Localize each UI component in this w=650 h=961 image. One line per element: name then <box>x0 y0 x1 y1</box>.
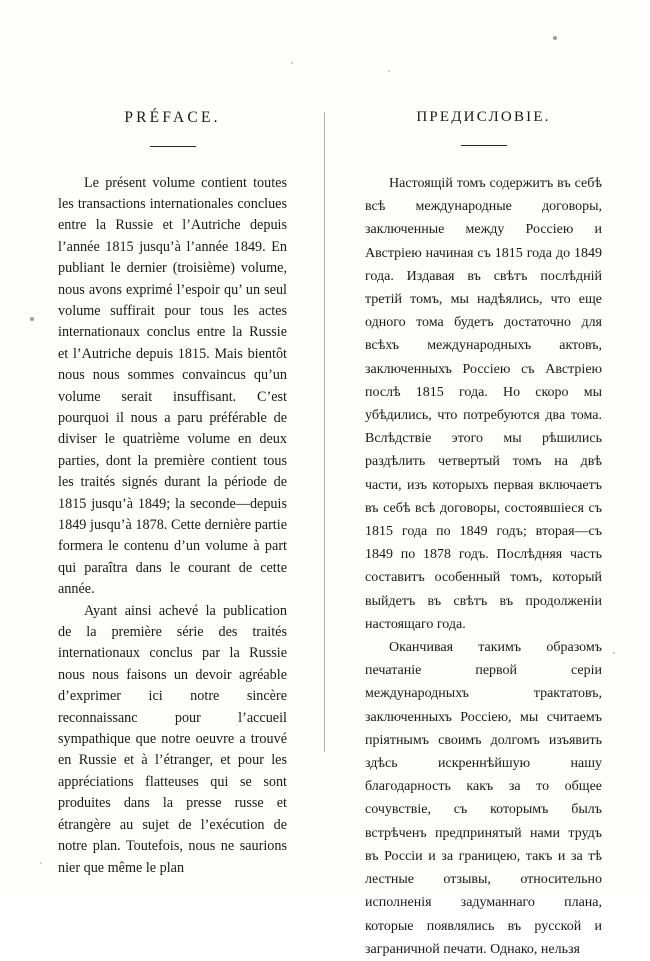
title-rule <box>461 145 507 146</box>
right-column-russian <box>325 110 650 961</box>
print-speck <box>291 62 293 64</box>
title-rule <box>150 146 196 147</box>
print-speck <box>388 70 390 72</box>
paragraph: Настоящій томъ содержитъ въ себѣ всѣ международные договоры, заключенные между Россіею и Австріею начиная съ 1815 года до 1849 года. Издавая въ свѣтъ послѣдній третій томъ, мы надѣялись, что еще одного тома будетъ достаточно для всѣхъ международныхъ актовъ, заключенныхъ Россіею съ Австріею послѣ 1815 года. Но скоро мы убѣдились, что потребуются два тома. Вслѣдствіе этого мы рѣшились раздѣлить четвертый томъ на двѣ части, изъ которыхъ первая включаетъ въ себѣ всѣ договоры, состоявшіеся съ 1815 года по 1849 годъ; вторая—съ 1849 по 1878 годъ. Послѣдняя часть составитъ особенный томъ, который выйдетъ въ свѣтъ въ продолженіи настоящаго года. <box>365 176 602 632</box>
two-column-body <box>0 110 650 961</box>
paragraph: Le présent volume contient toutes les transactions internationales conclues entre la Russie et l’Autriche depuis l’année 1815 jusqu’à l’année 1849. En publiant le dernier (troisième) volume, nous avons exprimé l’espoir qu’ un seul volume suffirait pour tous les actes internationaux conclus entre la Russie et l’Autriche depuis 1815. Mais bientôt nous nous sommes convaincus qu’un volume serait insuffisant. C’est pourquoi il nous a paru préférable de diviser le quatrième volume en deux parties, dont la première contient tous les traités signés durant la période de 1815 jusqu’à 1849; la seconde—depuis 1849 jusqu’à 1878. Cette dernière partie formera le contenu d’un volume à part qui paraîtra dans le courant de cette année. <box>58 174 287 598</box>
page-title-russian: ПРЕДИСЛОВІЕ. <box>416 109 551 125</box>
paragraph: Ayant ainsi achevé la publication de la première série des traités internationaux conclus par la Russie nous nous faisons un devoir agréable d’exprimer ici notre sincère reconnaissanc pour l’accueil sympathique que notre oeuvre a trouvé en Russie et à l’étranger, et pour les appréciations flatteuses qui se sont produites dans la presse russe et étrangère au sujet de l’exécution de notre plan. Toutefois, nous ne saurions nier que même le plan <box>58 602 287 876</box>
left-column-french <box>0 110 325 961</box>
print-speck <box>553 36 557 40</box>
paragraph: Оканчивая такимъ образомъ печатаніе первой серіи международныхъ трактатовъ, заключенныхъ Россіею, мы считаемъ пріятнымъ своимъ долгомъ изъявить здѣсь искреннѣйшую нашу благодарность какъ за то общее сочувствіе, съ которымъ былъ встрѣченъ предпринятый нами трудъ въ Россіи и за границею, такъ и за тѣ лестные отзывы, относительно исполненія задуманнаго плана, которые появлялись въ русской и заграничной печати. Однако, нельзя <box>365 640 602 957</box>
page-title-french: PRÉFACE. <box>124 109 221 126</box>
